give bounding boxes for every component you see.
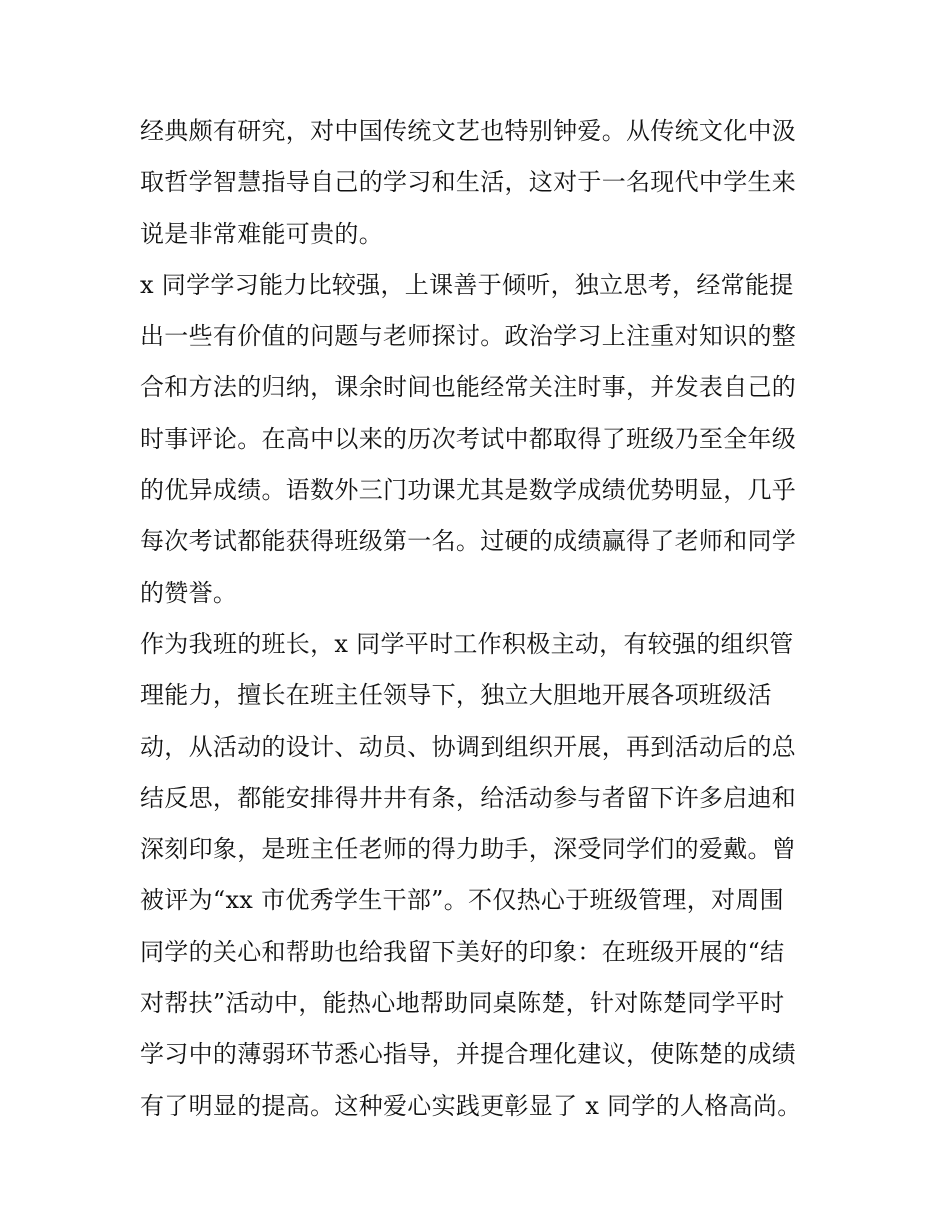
text-line-13: 动，从活动的设计、动员、协调到组织开展，再到活动后的总 bbox=[140, 732, 797, 761]
text-line-4: x 同学学习能力比较强，上课善于倾听，独立思考，经常能提 bbox=[140, 270, 794, 299]
text-line-3: 说是非常难能可贵的。 bbox=[140, 219, 383, 248]
text-line-6: 合和方法的归纳，课余时间也能经常关注时事，并发表自己的 bbox=[140, 373, 797, 402]
text-line-19: 学习中的薄弱环节悉心指导，并提合理化建议，使陈楚的成绩 bbox=[140, 1040, 797, 1069]
text-line-9: 每次考试都能获得班级第一名。过硬的成绩赢得了老师和同学 bbox=[140, 527, 797, 556]
body-text bbox=[140, 106, 815, 1132]
text-line-8: 的优异成绩。语数外三门功课尤其是数学成绩优势明显，几乎 bbox=[140, 476, 797, 505]
text-line-7: 时事评论。在高中以来的历次考试中都取得了班级乃至全年级 bbox=[140, 424, 797, 453]
text-line-18: 对帮扶”活动中，能热心地帮助同桌陈楚，针对陈楚同学平时 bbox=[140, 989, 785, 1018]
text-line-5: 出一些有价值的问题与老师探讨。政治学习上注重对知识的整 bbox=[140, 322, 797, 351]
text-line-17: 同学的关心和帮助也给我留下美好的印象：在班级开展的“结 bbox=[140, 937, 785, 966]
text-line-15: 深刻印象，是班主任老师的得力助手，深受同学们的爱戴。曾 bbox=[140, 835, 797, 864]
text-line-20: 有了明显的提高。这种爱心实践更彰显了 x 同学的人格高尚。 bbox=[140, 1091, 802, 1120]
text-line-2: 取哲学智慧指导自己的学习和生活，这对于一名现代中学生来 bbox=[140, 168, 797, 197]
text-line-11: 作为我班的班长，x 同学平时工作积极主动，有较强的组织管 bbox=[140, 629, 794, 658]
text-line-14: 结反思，都能安排得井井有条，给活动参与者留下许多启迪和 bbox=[140, 783, 797, 812]
text-line-1: 经典颇有研究，对中国传统文艺也特别钟爱。从传统文化中汲 bbox=[140, 117, 797, 145]
text-line-10: 的赞誉。 bbox=[140, 578, 238, 607]
text-line-16: 被评为“xx 市优秀学生干部”。不仅热心于班级管理，对周围 bbox=[140, 886, 784, 915]
text-line-12: 理能力，擅长在班主任领导下，独立大胆地开展各项班级活 bbox=[140, 681, 772, 710]
